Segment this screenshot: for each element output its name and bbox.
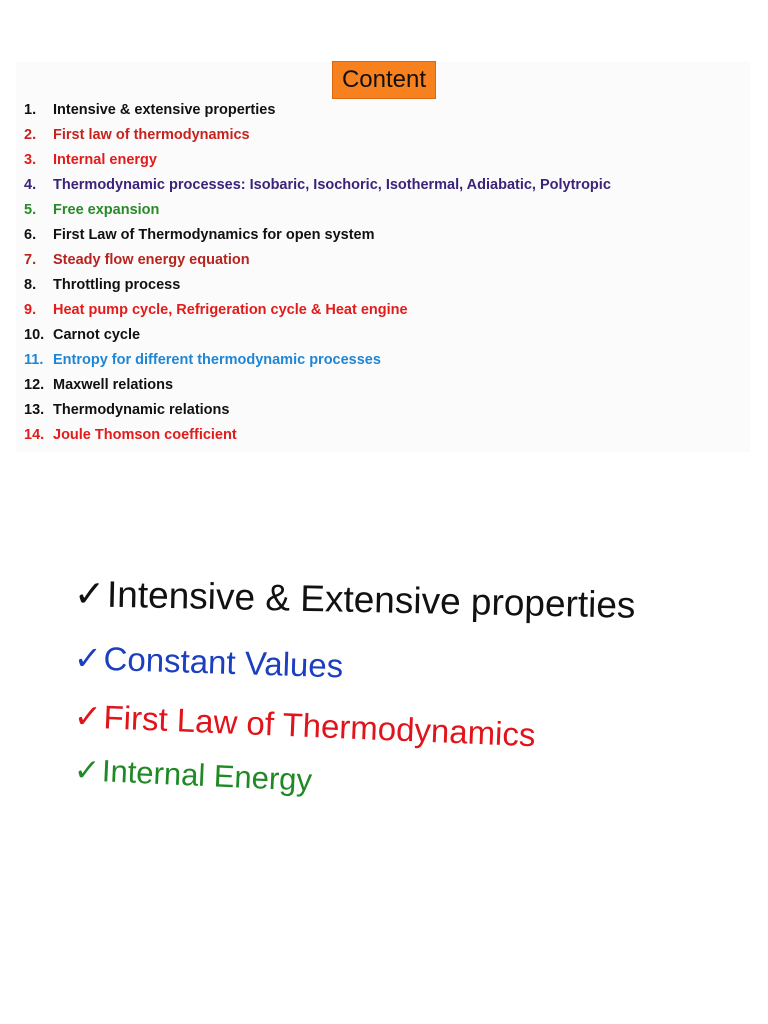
checklist-item: [73, 752, 313, 799]
toc-item: [24, 423, 611, 448]
toc-item: [24, 148, 611, 173]
toc-item-label: Throttling process: [53, 277, 181, 293]
toc-item-number: 8.: [24, 277, 37, 293]
toc-item: [24, 248, 611, 273]
toc-item: [24, 98, 611, 123]
toc-list: [24, 98, 611, 448]
toc-item-label: Internal energy: [53, 152, 157, 168]
toc-item-label: First Law of Thermodynamics for open system: [53, 227, 375, 243]
toc-item-label: Maxwell relations: [53, 377, 174, 393]
checkmark-icon: ✓: [73, 638, 103, 678]
toc-item-label: Thermodynamic processes: Isobaric, Isochoric, Isothermal, Adiabatic, Polytropic: [53, 177, 611, 193]
checklist-item: [73, 638, 343, 685]
toc-item-number: 10.: [24, 327, 45, 343]
toc-item-number: 3.: [24, 152, 37, 168]
toc-item-label: First law of thermodynamics: [53, 127, 250, 143]
checklist-item: [74, 572, 636, 627]
toc-item-label: Steady flow energy equation: [53, 252, 250, 268]
toc-item-label: Entropy for different thermodynamic processes: [53, 352, 381, 368]
toc-item: [24, 123, 611, 148]
checklist-item-label: Intensive & Extensive properties: [106, 573, 636, 626]
toc-item-number: 1.: [24, 102, 37, 118]
checkmark-icon: ✓: [73, 752, 101, 790]
toc-item: [24, 298, 611, 323]
toc-item-number: 9.: [24, 302, 37, 318]
toc-item-label: Carnot cycle: [53, 327, 141, 343]
checkmark-icon: ✓: [73, 696, 103, 737]
toc-item-number: 14.: [24, 427, 45, 443]
toc-item-number: 7.: [24, 252, 37, 268]
toc-item: [24, 348, 611, 373]
toc-item-number: 12.: [24, 377, 45, 393]
toc-item: [24, 223, 611, 248]
checkmark-icon: ✓: [73, 572, 106, 616]
toc-item-label: Intensive & extensive properties: [53, 102, 276, 118]
toc-item-number: 5.: [24, 202, 37, 218]
toc-item: [24, 323, 611, 348]
toc-item: [24, 398, 611, 423]
toc-item-label: Heat pump cycle, Refrigeration cycle & Heat engine: [53, 302, 408, 318]
toc-item: [24, 273, 611, 298]
toc-item-number: 11.: [24, 352, 44, 368]
handwritten-checklist: [74, 572, 754, 802]
toc-item: [24, 373, 611, 398]
toc-item: [24, 173, 611, 198]
toc-item-number: 4.: [24, 177, 37, 193]
toc-item-label: Thermodynamic relations: [53, 402, 230, 418]
checklist-item: [73, 696, 536, 754]
toc-item-number: 13.: [24, 402, 45, 418]
toc-item-label: Joule Thomson coefficient: [53, 427, 237, 443]
toc-item-number: 6.: [24, 227, 37, 243]
toc-item-number: 2.: [24, 127, 37, 143]
toc-item: [24, 198, 611, 223]
content-heading: Content: [332, 61, 436, 99]
toc-item-label: Free expansion: [53, 202, 160, 218]
checklist-item-label: Constant Values: [103, 639, 344, 685]
checklist-item-label: Internal Energy: [101, 753, 313, 798]
checklist-item-label: First Law of Thermodynamics: [102, 698, 537, 754]
